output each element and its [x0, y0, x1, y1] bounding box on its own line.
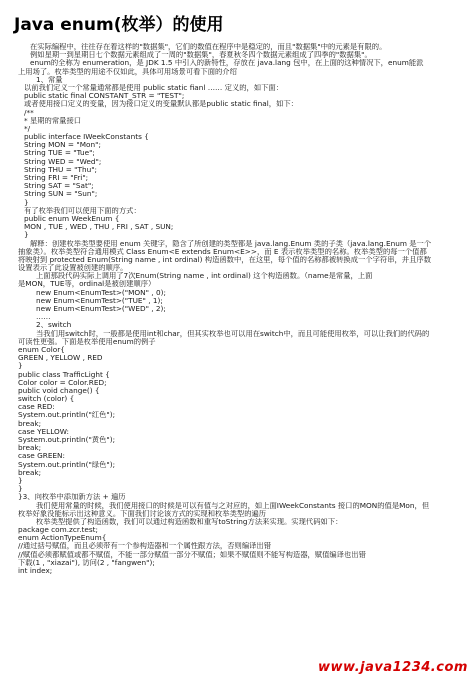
text-line: 是MON，TUE等，ordinal是被创建顺序）	[18, 280, 156, 289]
text-line: /**	[24, 108, 34, 117]
text-line: String SUN = "Sun";	[24, 190, 98, 199]
text-line: public class TrafficLight {	[18, 370, 110, 379]
text-line: //通过括号赋值，而且必须带有一个参构造器和一个属性跟方法，否则编译出错	[18, 542, 272, 551]
text-line: }	[18, 485, 23, 494]
text-line: case YELLOW:	[18, 427, 70, 436]
watermark-text: www.java1234.com	[318, 660, 468, 675]
text-line: new Enum<EnumTest>("TUE" , 1);	[36, 296, 163, 305]
text-line: MON , TUE , WED , THU , FRI , SAT , SUN;	[24, 223, 174, 232]
text-line: }	[24, 198, 29, 207]
text-line: switch (color) {	[18, 395, 75, 404]
text-line: public static final CONSTANT_STR = "TEST";	[24, 92, 185, 101]
text-line: 当我们用switch时，一般都是使用int和char，但其实枚举也可以用在switch中，而且可能使用枚举，可以让我们的代码的	[36, 329, 430, 338]
text-line: break;	[18, 444, 42, 453]
text-line: }	[24, 231, 29, 240]
text-line: 我们使用常量的时候，我们使用接口的时候是可以有值与之对应的，如上面IWeekConstants 接口的MON的值是Mon，但	[36, 501, 430, 510]
text-line: public void change() {	[18, 386, 100, 395]
text-line: System.out.println("绿色");	[18, 460, 116, 469]
text-line: Color color = Color.RED;	[18, 378, 107, 387]
text-line: //赋值必须都赋值或都不赋值，不能一部分赋值一部分不赋值；如果不赋值则不能写构造器，赋值编译也出错	[18, 550, 366, 559]
text-line: 可读性更强。下面是枚举使用enum的例子	[18, 337, 156, 346]
text-line: System.out.println("黄色");	[18, 436, 116, 444]
text-line: int index;	[18, 567, 53, 575]
text-line: */	[24, 124, 31, 133]
text-line: * 星期的常量接口	[24, 116, 82, 125]
text-line: 2、switch	[36, 321, 72, 330]
text-line: 设置表示了此设置被创建的顺序。	[18, 264, 128, 273]
text-line: case GREEN:	[18, 452, 65, 461]
text-line: 例如星期一到星期日七个数据元素组成了一周的"数据集"，春夏秋冬四个数据元素组成了四季的"数据集"。	[30, 51, 372, 60]
text-line: GREEN , YELLOW , RED	[18, 354, 103, 363]
text-line: new Enum<EnumTest>("WED" , 2);	[36, 305, 166, 313]
text-line: 枚举好象没能标示出这种意义。下面我们讨论该方式的实现和枚举类型的遍历	[18, 509, 267, 518]
text-line: System.out.println("红色");	[18, 411, 116, 420]
text-line: 抽象类）。枚举类型符合通用模式 Class Enum<E extends Enum<E>>，而 E 表示枚举类型的名称。枚举类型的每一个值都	[18, 247, 427, 256]
text-line: enum Color{	[18, 345, 65, 354]
text-line: 枚举类型提供了构造函数，我们可以通过构造函数和重写toString方法来实现。实现代码如下：	[36, 517, 343, 526]
text-line: String TUE = "Tue";	[24, 149, 95, 158]
text-line: enum ActionTypeEnum{	[18, 534, 107, 543]
document-body	[0, 43, 474, 575]
text-line: String THU = "Thu";	[24, 165, 98, 174]
text-line: break;	[18, 468, 42, 477]
text-line: ……	[36, 313, 51, 322]
text-line: public interface IWeekConstants {	[24, 133, 149, 142]
text-line: 或者使用接口定义的变量，因为接口定义的变量默认都是public static final，如下：	[24, 100, 298, 109]
text-line: case RED:	[18, 403, 55, 412]
text-line: 解释：创建枚举类型要使用 enum 关键字，隐含了所创建的类型都是 java.lang.Enum 类的子类（java.lang.Enum 是一个	[30, 239, 432, 248]
text-line: String FRI = "Fri";	[24, 174, 89, 182]
text-line: String MON = "Mon";	[24, 141, 101, 150]
text-line: }	[18, 476, 23, 485]
text-line: new Enum<EnumTest>("MON" , 0);	[36, 288, 166, 297]
text-line: }3、向枚举中添加新方法 + 遍历	[18, 493, 126, 502]
text-line: enum的全称为 enumeration，是 JDK 1.5 中引入的新特性，存放在 java.lang 包中，在上面的这种情况下，enum能派	[30, 59, 424, 68]
text-line: }	[18, 362, 23, 371]
text-line: 1、常量	[36, 75, 63, 84]
text-line: String WED = "Wed";	[24, 157, 102, 166]
text-line: 上面那段代码实际上调用了7次Enum(String name , int ordinal) 这个构造函数。（name是常量，上面	[36, 272, 373, 281]
text-line: String SAT = "Sat";	[24, 182, 94, 191]
text-line: 在实际编程中，往往存在着这样的"数据集"，它们的数值在程序中是稳定的，而且"数据集"中的元素是有限的。	[30, 43, 387, 51]
text-line: 有了枚举我们可以使用下面的方式：	[24, 206, 141, 215]
text-line: 上用场了。枚举类型的用途不仅如此，具体可用场景可看下面的介绍	[18, 67, 237, 76]
text-line: 以前我们定义一个常量通常都是使用 public static fianl …… 定义的，如下面：	[24, 83, 284, 92]
text-line: 将映射到 protected Enum(String name , int ordinal) 构造函数中，在这里，每个值的名称都被转换成一个字符串，并且序数	[18, 255, 431, 264]
text-line: 下载(1 , "xiazai"), 访问(2 , "fangwen");	[18, 558, 155, 567]
text-line: package com.zcr.test;	[18, 526, 98, 535]
text-line: public enum WeekEnum {	[24, 214, 120, 223]
page-title: Java enum(枚举）的使用	[14, 15, 224, 35]
text-line: break;	[18, 419, 42, 428]
